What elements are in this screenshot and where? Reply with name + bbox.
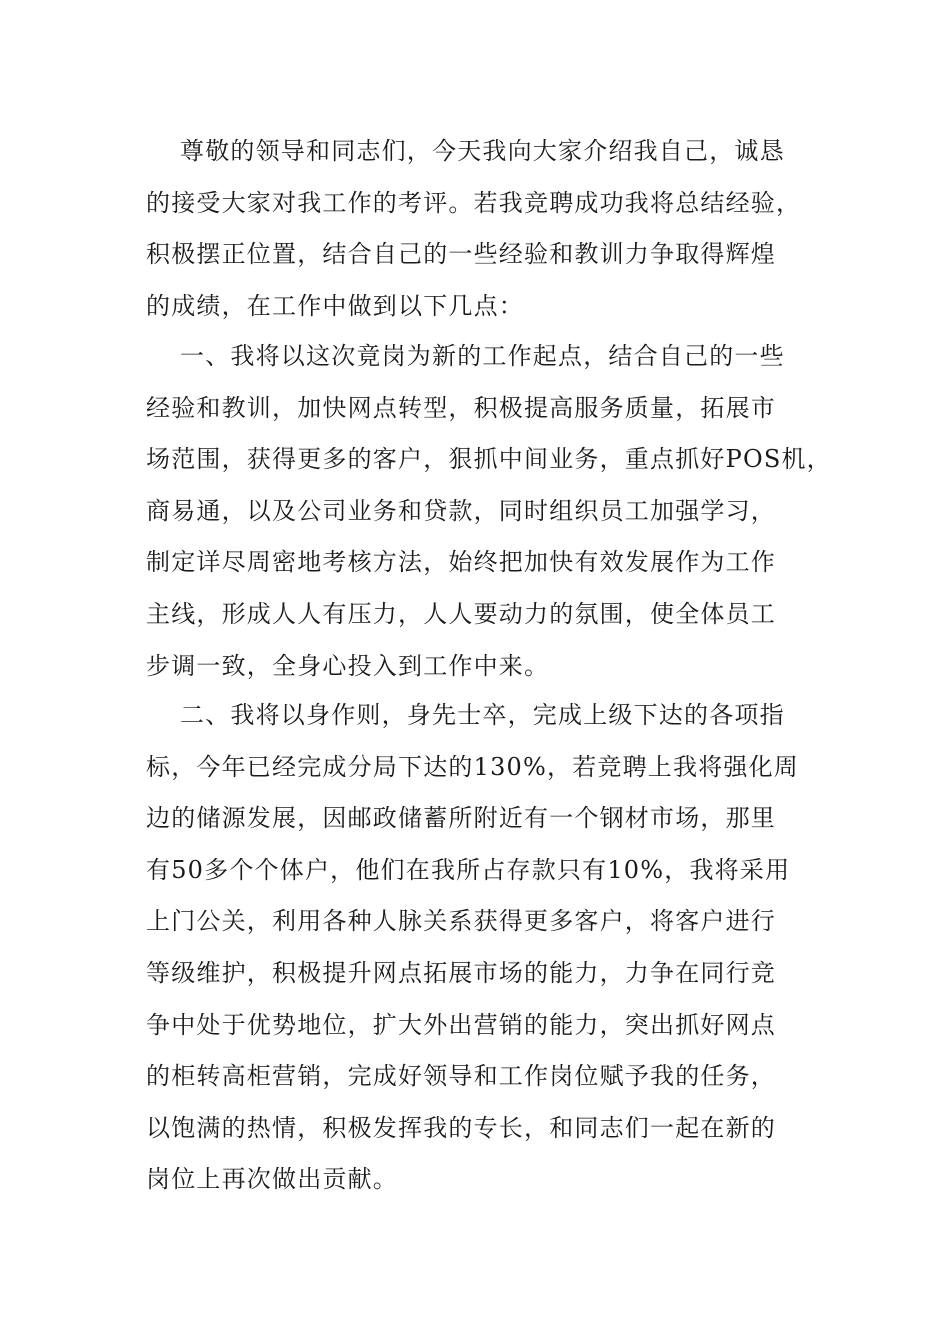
- text-line: 一、我将以这次竟岗为新的工作起点，结合自己的一些: [180, 342, 785, 370]
- text-line: 经验和教训，加快网点转型，积极提高服务质量，拓展市: [146, 393, 776, 422]
- text-line: 上门公关，利用各种人脉关系获得更多客户，将客户进行: [146, 907, 776, 936]
- paragraph-point-two: [146, 690, 826, 1206]
- text-line: 步调一致，全身心投入到工作中来。: [146, 651, 550, 680]
- text-line: 二、我将以身作则，身先士卒，完成上级下达的各项指: [180, 701, 785, 729]
- text-line: 岗位上再次做出贡献。: [146, 1165, 398, 1194]
- text-line: 制定详尽周密地考核方法，始终把加快有效发展作为工作: [146, 548, 776, 577]
- text-line: 的成绩，在工作中做到以下几点：: [146, 291, 524, 320]
- text-line: 的柜转高柜营销，完成好领导和工作岗位赋予我的任务，: [146, 1062, 776, 1091]
- text-line: 尊敬的领导和同志们，今天我向大家介绍我自己，诚恳: [180, 137, 785, 165]
- text-line: 场范围，获得更多的客户，狠抓中间业务，重点抓好POS机，: [146, 445, 832, 474]
- paragraph-intro: [146, 126, 826, 332]
- text-line: 有50多个个体户，他们在我所占存款只有10%，我将采用: [146, 855, 791, 884]
- text-line: 以饱满的热情，积极发挥我的专长，和同志们一起在新的: [146, 1113, 776, 1142]
- text-line: 标，今年已经完成分局下达的130%，若竞聘上我将强化周: [146, 752, 800, 781]
- text-line: 的接受大家对我工作的考评。若我竞聘成功我将总结经验，: [146, 188, 802, 217]
- paragraph-point-one: [146, 331, 832, 692]
- text-line: 主线，形成人人有压力，人人要动力的氛围，使全体员工: [146, 599, 776, 628]
- text-line: 争中处于优势地位，扩大外出营销的能力，突出抓好网点: [146, 1010, 776, 1039]
- text-line: 积极摆正位置，结合自己的一些经验和教训力争取得辉煌: [146, 240, 776, 269]
- text-line: 商易通，以及公司业务和贷款，同时组织员工加强学习，: [146, 496, 776, 525]
- text-line: 边的储源发展，因邮政储蓄所附近有一个钢材市场，那里: [146, 804, 776, 833]
- text-line: 等级维护，积极提升网点拓展市场的能力，力争在同行竞: [146, 958, 776, 987]
